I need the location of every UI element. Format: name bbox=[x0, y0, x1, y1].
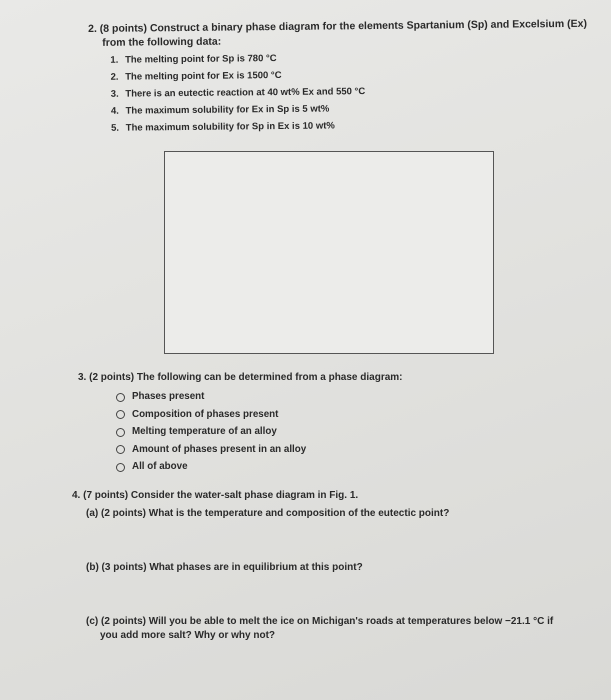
question-2 bbox=[88, 17, 589, 139]
phase-diagram-answer-box[interactable] bbox=[164, 151, 494, 354]
radio-button[interactable] bbox=[116, 428, 125, 437]
question-2-subtitle: from the following data: bbox=[102, 35, 222, 49]
question-4c-line-2: you add more salt? Why or why not? bbox=[100, 630, 276, 641]
data-item-3: 3. There is an eutectic reaction at 40 wt% Ex and 550 °C bbox=[110, 86, 366, 100]
radio-button[interactable] bbox=[116, 445, 125, 454]
data-item-1: 1. The melting point for Sp is 780 °C bbox=[110, 53, 277, 66]
data-item-4: 4. The maximum solubility for Ex in Sp is 5 wt% bbox=[110, 103, 330, 117]
radio-button[interactable] bbox=[116, 463, 125, 472]
option-all-of-above[interactable]: All of above bbox=[116, 460, 498, 474]
question-2-data-list bbox=[88, 49, 589, 136]
question-4c-line-1: (c) (2 points) Will you be able to melt the ice on Michigan's roads at temperatures below −21.1 °C if bbox=[86, 616, 554, 627]
data-item-2: 2. The melting point for Ex is 1500 °C bbox=[110, 69, 282, 83]
question-2-title: 2. (8 points) Construct a binary phase diagram for the elements Spartanium (Sp) and Excelsium (Ex) bbox=[88, 17, 587, 35]
radio-button[interactable] bbox=[116, 410, 125, 419]
question-3-title: 3. (2 points) The following can be determined from a phase diagram: bbox=[78, 372, 403, 383]
data-item-5: 5. The maximum solubility for Sp in Ex is 10 wt% bbox=[111, 120, 335, 134]
question-4b: (b) (3 points) What phases are in equilibrium at this point? bbox=[86, 562, 363, 573]
question-3-options bbox=[78, 390, 498, 474]
option-amount-of-phases[interactable]: Amount of phases present in an alloy bbox=[116, 443, 498, 457]
option-melting-temperature[interactable]: Melting temperature of an alloy bbox=[116, 425, 498, 439]
question-4-title: 4. (7 points) Consider the water-salt phase diagram in Fig. 1. bbox=[72, 490, 359, 501]
question-4 bbox=[72, 489, 592, 643]
option-phases-present[interactable]: Phases present bbox=[116, 390, 498, 404]
question-3 bbox=[78, 371, 498, 478]
question-4a: (a) (2 points) What is the temperature and composition of the eutectic point? bbox=[86, 508, 450, 519]
question-4c bbox=[72, 615, 592, 643]
option-composition-of-phases[interactable]: Composition of phases present bbox=[116, 408, 498, 422]
radio-button[interactable] bbox=[116, 393, 125, 402]
